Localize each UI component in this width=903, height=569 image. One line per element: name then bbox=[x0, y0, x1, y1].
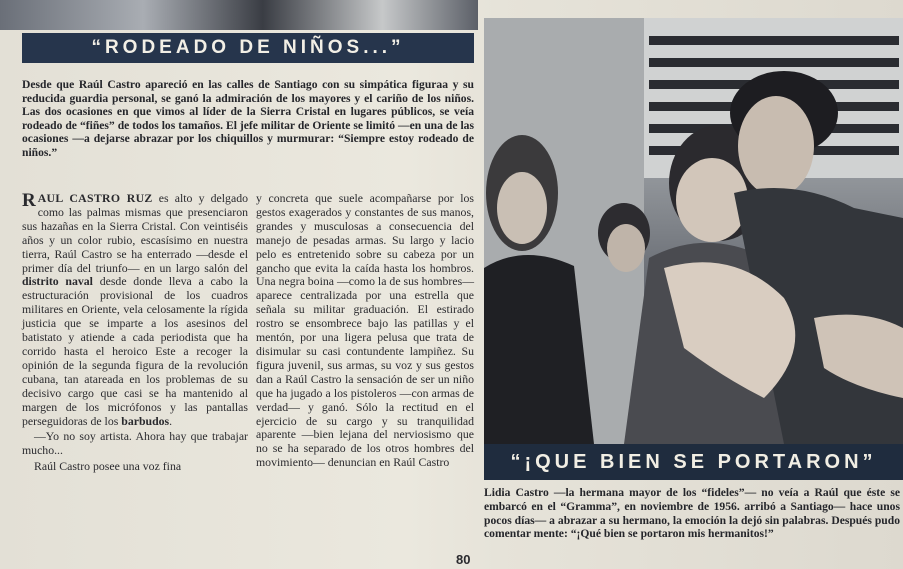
column1-bold-term: distrito naval bbox=[22, 274, 93, 289]
photo-title-banner bbox=[484, 444, 903, 480]
column1-paragraph-1 bbox=[22, 192, 248, 428]
text-column-2: y concreta que suele acompañarse por los gestos exagerados y constantes de sus manos, grandes y musculosas a consecuencia del manejo de pesadas armas. Su largo y lacio pelo es entretenido sobre su cabeza por un gancho que evita la caída hasta los hombros. Una negra boina —como la de sus hombres— aparece centralizada por una estrella que señala su militar graduación. El estirado rostro se ensombrece bajo las patillas y el mentón, por una ligera pelusa que trata de disimular su casi contundente lampiñez. Su figura juvenil, sus armas, su voz y sus gestos dan a Raúl Castro la sensación de ser un niño que ha jugado a los pistoleros —con armas de verdad— y ganó. Sólo la rectitud en el ejercicio de su cargo y su tranquilidad aparente —bien lejana del nerviosismo que no se ha separado de los otros hombres del movimiento— denuncian en Raúl Castro bbox=[256, 191, 474, 470]
top-photo-strip bbox=[0, 0, 478, 30]
column1-text-b: desde donde lleva a cabo la estructuración provisional de los cuadros militares en Oriente, vela celosamente la rígida justicia que se imparte a los asesinos del batistato y atiende a cada periodista que ha corrido hasta el heroico Este a recoger la opinión de la segunda figura de la revolución cubana, tan atareada en los problemas de su decisivo cargo que casi se ha mantenido al margen de los micrófonos y las pantallas perseguidoras de los bbox=[22, 274, 248, 428]
photo-caption: Lidia Castro —la hermana mayor de los “fideles”— no veía a Raúl que éste se embarcó en el “Gramma”, en noviembre de 1956. arribó a Santiago— hace unos pocos días— a abrazar a su hermano, la emoción la dejó sin palabras. Después pudo comentar mente: “¡Qué bien se portaron mis hermanitos!” bbox=[484, 486, 900, 541]
photo-illustration bbox=[484, 18, 903, 444]
photo-title: “¡QUE BIEN SE PORTARON” bbox=[510, 450, 877, 473]
page-number: 80 bbox=[456, 552, 471, 567]
text-column-1 bbox=[22, 192, 248, 476]
column1-text-c: . bbox=[169, 413, 173, 428]
drop-cap: R bbox=[22, 190, 36, 211]
column1-bold-term-2: barbudos bbox=[121, 413, 170, 428]
column1-text-a: es alto y delgado como las palmas mismas que presenciaron sus hazañas en la Sierra Cristal. Con veintiséis años y un color rubio, escasísimo en nuestra tierra, Raúl Castro se ha enterrado —desde el primer día del triunfo— en un largo salón del bbox=[22, 191, 248, 275]
article-title: “RODEADO DE NIÑOS...” bbox=[91, 37, 405, 58]
article-title-banner bbox=[22, 33, 474, 63]
lead-paragraph: Desde que Raúl Castro apareció en las calles de Santiago con su simpática figuraa y su reducida guardia personal, se ganó la admiración de los mayores y el cariño de los niños. Las dos ocasiones en que vimos al líder de la Sierra Cristal en lugares públicos, se veía rodeado de “fiñes” de todos los tamaños. El jefe militar de Oriente se limitó —en una de las ocasiones —a dejarse abrazar por los chiquillos y murmurar: “Siempre estoy rodeado de niños.” bbox=[22, 78, 474, 159]
photo-raul-castro-embrace bbox=[484, 18, 903, 444]
subject-name: AUL CASTRO RUZ bbox=[37, 191, 153, 205]
column1-paragraph-2: —Yo no soy artista. Ahora hay que trabajar mucho... bbox=[22, 429, 248, 458]
column1-paragraph-3: Raúl Castro posee una voz fina bbox=[34, 459, 182, 474]
